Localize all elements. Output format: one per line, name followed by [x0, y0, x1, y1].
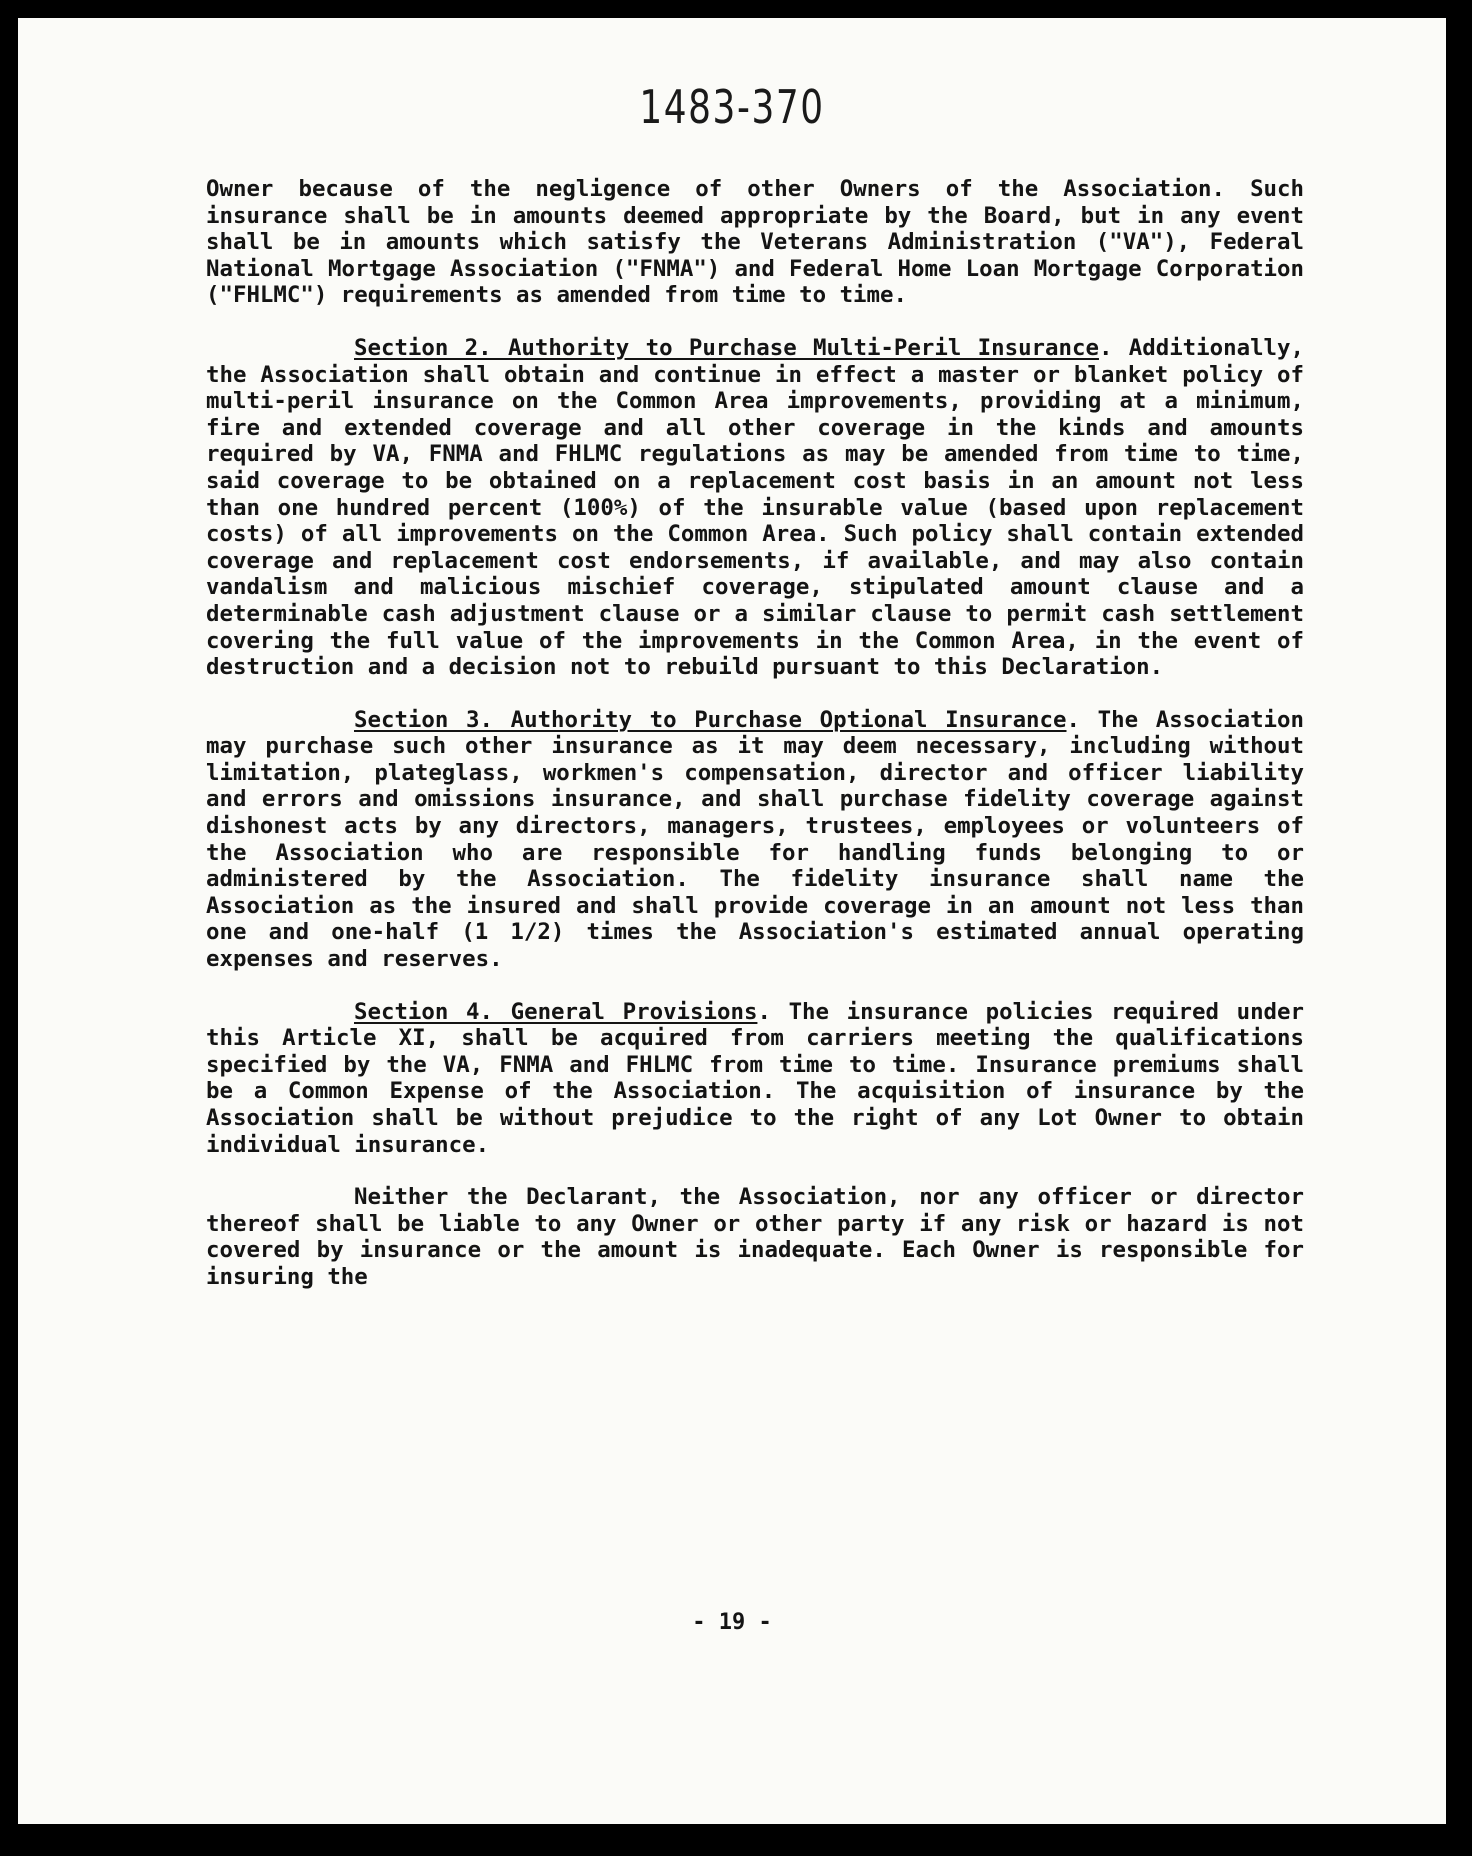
scan-border [0, 1824, 1472, 1856]
section-2-paragraph [206, 335, 1304, 681]
page-number: - 19 - [692, 1610, 772, 1635]
paragraph-owner-negligence: Owner because of the negligence of other Owners of the Association. Such insurance shall be in amounts deemed appropriate by the Board, but in any event shall be in amounts which satisfy the Veterans Administration ("VA"), Federal National Mortgage Association ("FNMA") and Federal Home Loan Mortgage Corporation ("FHLMC") requirements as amended from time to time. [206, 176, 1304, 309]
document-body [206, 176, 1304, 1317]
section-4-body: . The insurance policies required under this Article XI, shall be acquired from carriers meeting the qualifications specified by the VA, FNMA and FHLMC from time to time. Insurance premiums shall be a Common Expense of the Association. The acquisition of insurance by the Association shall be without prejudice to the right of any Lot Owner to obtain individual insurance. [206, 998, 1304, 1158]
document-page [18, 18, 1446, 1824]
section-3-heading: Section 3. Authority to Purchase Optional Insurance [354, 706, 1067, 733]
section-3-paragraph [206, 707, 1304, 973]
section-4-paragraph [206, 999, 1304, 1159]
section-4-heading: Section 4. General Provisions [354, 998, 758, 1025]
section-3-body: . The Association may purchase such other insurance as it may deem necessary, including without limitation, plateglass, workmen's compensation, director and officer liability and errors and omissions insurance, and shall purchase fidelity coverage against dishonest acts by any directors, managers, trustees, employees or volunteers of the Association who are responsible for handling funds belonging to or administered by the Association. The fidelity insurance shall name the Association as the insured and shall provide coverage in an amount not less than one and one-half (1 1/2) times the Association's estimated annual operating expenses and reserves. [206, 706, 1304, 973]
liability-paragraph: Neither the Declarant, the Association, nor any officer or director thereof shall be liable to any Owner or other party if any risk or hazard is not covered by insurance or the amount is inadequate. Each Owner is responsible for insuring the [206, 1184, 1304, 1290]
document-number: 1483-370 [639, 80, 825, 134]
section-2-body: . Additionally, the Association shall obtain and continue in effect a master or blanket policy of multi-peril insurance on the Common Area improvements, providing at a minimum, fire and extended coverage and all other coverage in the kinds and amounts required by VA, FNMA and FHLMC regulations as may be amended from time to time, said coverage to be obtained on a replacement cost basis in an amount not less than one hundred percent (100%) of the insurable value (based upon replacement costs) of all improvements on the Common Area. Such policy shall contain extended coverage and replacement cost endorsements, if available, and may also contain vandalism and malicious mischief coverage, stipulated amount clause and a determinable cash adjustment clause or a similar clause to permit cash settlement covering the full value of the improvements in the Common Area, in the event of destruction and a decision not to rebuild pursuant to this Declaration. [206, 334, 1304, 681]
section-2-heading: Section 2. Authority to Purchase Multi-Peril Insurance [354, 334, 1099, 361]
